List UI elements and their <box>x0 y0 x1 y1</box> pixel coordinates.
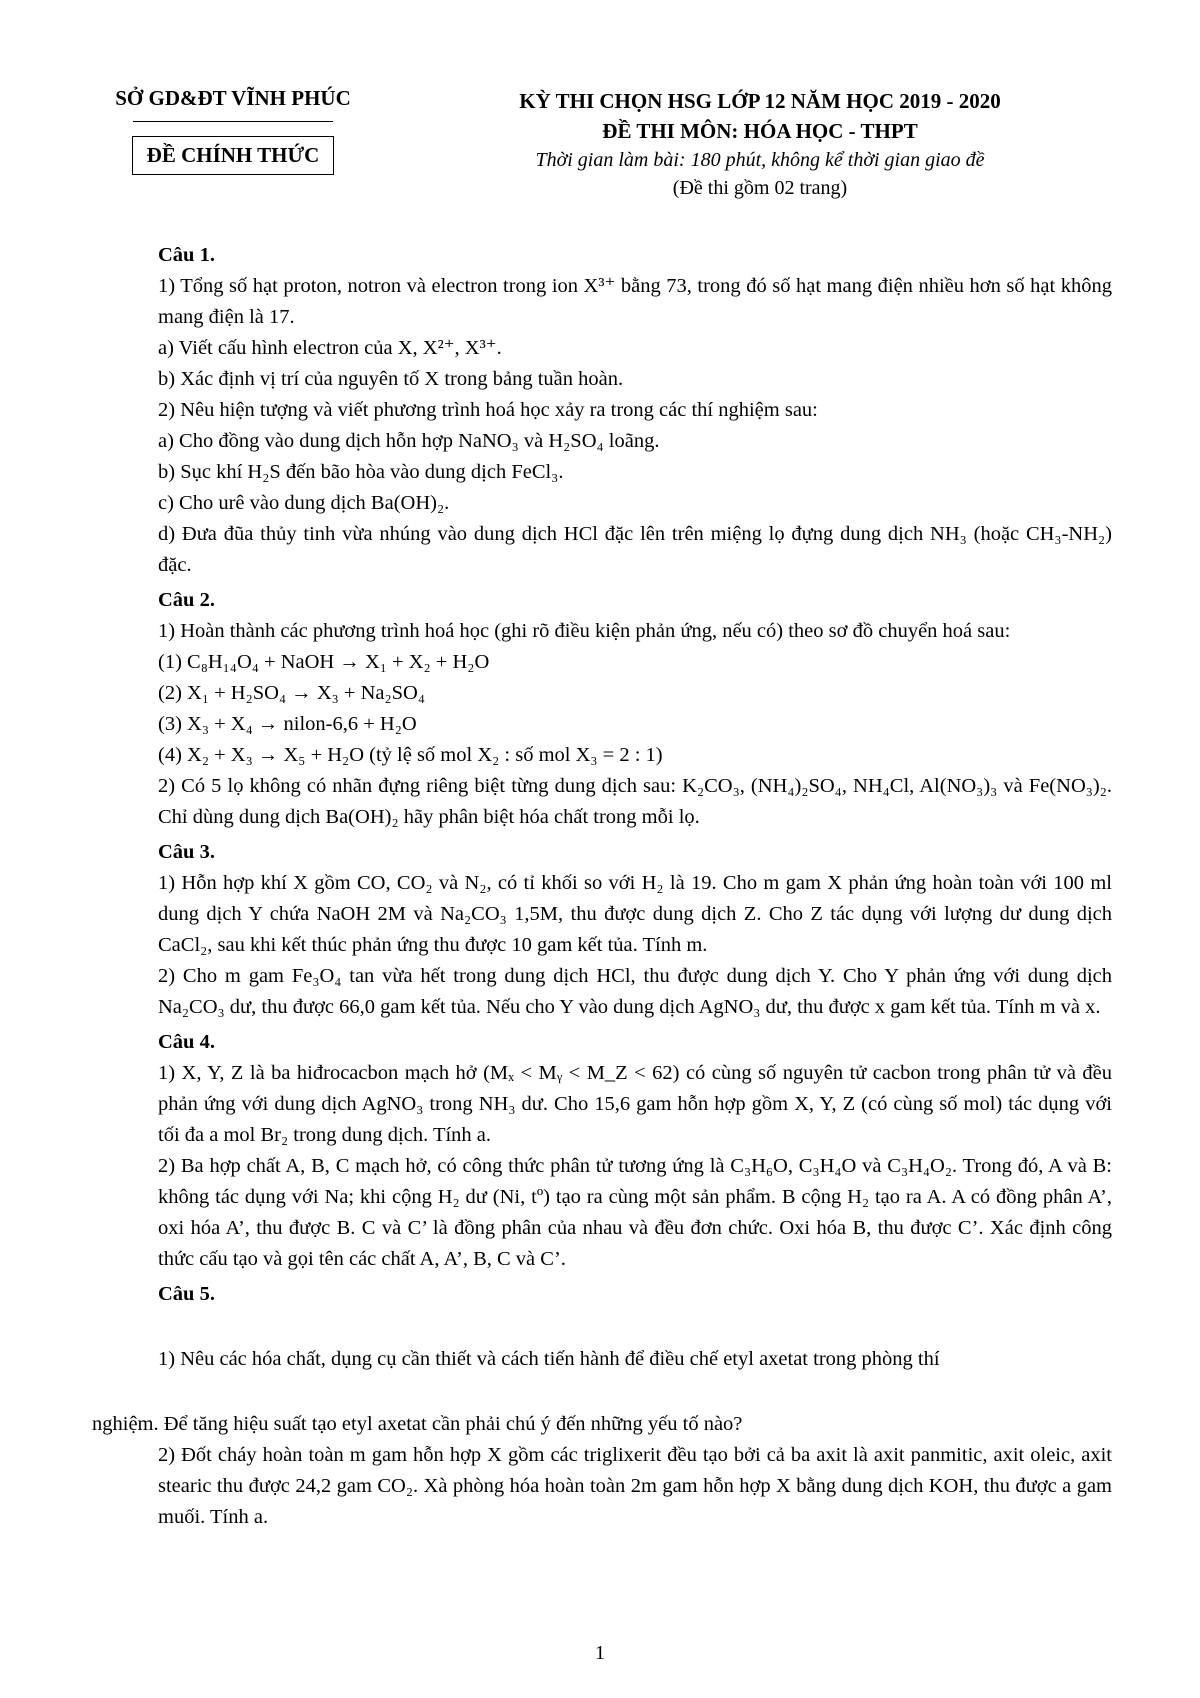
issuer-name: SỞ GD&ĐT VĨNH PHÚC <box>115 86 351 110</box>
exam-title: KỲ THI CHỌN HSG LỚP 12 NĂM HỌC 2019 - 2020 <box>519 89 1001 113</box>
q2-part-1: 1) Hoàn thành các phương trình hoá học (ghi rõ điều kiện phản ứng, nếu có) theo sơ đồ chuyển hoá sau: <box>158 620 1011 642</box>
q5-part-1-line-2: nghiệm. Để tăng hiệu suất tạo etyl axetat cần phải chú ý đến những yếu tố nào? <box>92 1413 743 1435</box>
q1-part-1b: b) Xác định vị trí của nguyên tố X trong bảng tuần hoàn. <box>158 368 624 390</box>
q2-equation-2: (2) X₁ + H₂SO₄ → X₃ + Na₂SO₄ <box>158 682 426 704</box>
page-number: 1 <box>595 1642 605 1664</box>
q3-part-2: 2) Cho m gam Fe₃O₄ tan vừa hết trong dung dịch HCl, thu được dung dịch Y. Cho Y phản ứng với dung dịch Na₂CO₃ dư, thu được 66,0 gam kết tủa. Nếu cho Y vào dung dịch AgNO₃ dư, thu được x gam kết tủa. Tính m và x. <box>158 965 1112 1018</box>
question-3-title: Câu 3. <box>158 841 215 863</box>
q4-part-1: 1) X, Y, Z là ba hiđrocacbon mạch hở (Mₓ < Mᵧ < M_Z < 62) có cùng số nguyên tử cacbon trong phân tử và đều phản ứng với dung dịch AgNO₃ trong NH₃ dư. Cho 15,6 gam hỗn hợp gồm X, Y, Z (có cùng số mol) tác dụng với tối đa a mol Br₂ trong dung dịch. Tính a. <box>158 1062 1112 1146</box>
q1-part-2b: b) Sục khí H₂S đến bão hòa vào dung dịch FeCl₃. <box>158 461 564 483</box>
exam-subject: ĐỀ THI MÔN: HÓA HỌC - THPT <box>602 119 918 143</box>
question-2-title: Câu 2. <box>158 589 215 611</box>
q1-part-2d: d) Đưa đũa thủy tinh vừa nhúng vào dung dịch HCl đặc lên trên miệng lọ đựng dung dịch NH₃ (hoặc CH₃-NH₂) đặc. <box>158 523 1112 576</box>
issuer-block <box>88 86 378 175</box>
q2-equation-1: (1) C₈H₁₄O₄ + NaOH → X₁ + X₂ + H₂O <box>158 651 490 673</box>
question-5-title: Câu 5. <box>158 1283 215 1305</box>
question-1-title: Câu 1. <box>158 244 215 266</box>
q1-part-1: 1) Tổng số hạt proton, notron và electron trong ion X³⁺ bằng 73, trong đó số hạt mang điện nhiều hơn số hạt không mang điện là 17. <box>158 275 1112 328</box>
exam-time: Thời gian làm bài: 180 phút, không kể thời gian giao đề <box>535 149 985 171</box>
exam-page-count: (Đề thi gồm 02 trang) <box>672 177 848 199</box>
q3-part-1: 1) Hỗn hợp khí X gồm CO, CO₂ và N₂, có tỉ khối so với H₂ là 19. Cho m gam X phản ứng hoàn toàn với 100 ml dung dịch Y chứa NaOH 2M và Na₂CO₃ 1,5M, thu được dung dịch Z. Cho Z tác dụng với lượng dư dung dịch CaCl₂, sau khi kết thúc phản ứng thu được 10 gam kết tủa. Tính m. <box>158 872 1112 956</box>
q2-part-2: 2) Có 5 lọ không có nhãn đựng riêng biệt từng dung dịch sau: K₂CO₃, (NH₄)₂SO₄, NH₄Cl, Al(NO₃)₃ và Fe(NO₃)₂. Chỉ dùng dung dịch Ba(OH)₂ hãy phân biệt hóa chất trong mỗi lọ. <box>158 775 1112 828</box>
q5-part-1-line-1: 1) Nêu các hóa chất, dụng cụ cần thiết và cách tiến hành để điều chế etyl axetat trong phòng thí <box>158 1348 940 1370</box>
q1-part-2c: c) Cho urê vào dung dịch Ba(OH)₂. <box>158 492 450 514</box>
q1-part-2a: a) Cho đồng vào dung dịch hỗn hợp NaNO₃ và H₂SO₄ loãng. <box>158 430 660 452</box>
issuer-underline <box>133 121 333 122</box>
q4-part-2: 2) Ba hợp chất A, B, C mạch hở, có công thức phân tử tương ứng là C₃H₆O, C₃H₄O và C₃H₄O₂. Trong đó, A và B: không tác dụng với Na; khi cộng H₂ dư (Ni, tº) tạo ra cùng một sản phẩm. B cộng H₂ tạo ra A. A có đồng phân A’, oxi hóa A’, thu được B. C và C’ là đồng phân của nhau và đều đơn chức. Oxi hóa B, thu được C’. Xác định công thức cấu tạo và gọi tên các chất A, A’, B, C và C’. <box>158 1155 1112 1270</box>
question-4-title: Câu 4. <box>158 1031 215 1053</box>
exam-body <box>92 236 1112 1533</box>
q2-equation-4: (4) X₂ + X₃ → X₅ + H₂O (tỷ lệ số mol X₂ : số mol X₃ = 2 : 1) <box>158 744 663 766</box>
q1-part-1a: a) Viết cấu hình electron của X, X²⁺, X³⁺. <box>158 337 502 359</box>
exam-title-block <box>430 86 1090 202</box>
q5-part-2: 2) Đốt cháy hoàn toàn m gam hỗn hợp X gồm các triglixerit đều tạo bởi cả ba axit là axit panmitic, axit oleic, axit stearic thu được 24,2 gam CO₂. Xà phòng hóa hoàn toàn 2m gam hỗn hợp X bằng dung dịch KOH, thu được a gam muối. Tính a. <box>158 1444 1112 1528</box>
official-stamp-box: ĐỀ CHÍNH THỨC <box>132 136 335 175</box>
q1-part-2: 2) Nêu hiện tượng và viết phương trình hoá học xảy ra trong các thí nghiệm sau: <box>158 399 818 421</box>
q2-equation-3: (3) X₃ + X₄ → nilon-6,6 + H₂O <box>158 713 417 735</box>
